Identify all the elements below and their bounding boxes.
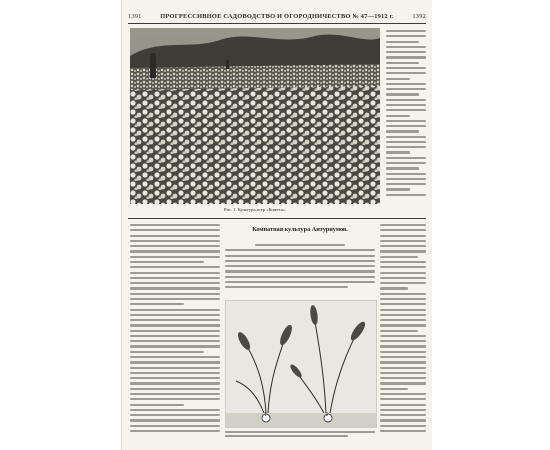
right-column-top <box>386 30 426 199</box>
left-column-text <box>130 224 220 435</box>
aster-field-photo <box>130 28 380 204</box>
middle-column-text <box>225 244 375 292</box>
page-margin <box>432 0 550 450</box>
section-rule <box>128 218 426 219</box>
running-title: ПРОГРЕССИВНОЕ САДОВОДСТВО И ОГОРОДНИЧЕСТВО № 47—1912 г. <box>160 12 394 20</box>
figure1-caption: Рис. 1. Культура астр «Комета». <box>223 207 287 212</box>
anthurium-photo <box>225 300 377 428</box>
right-column-bottom <box>380 224 426 435</box>
magazine-page <box>122 0 432 450</box>
running-header <box>128 10 426 22</box>
header-rule <box>128 23 426 24</box>
plant-marker-2: 2 <box>326 413 329 418</box>
figure2-caption-lines <box>225 431 375 440</box>
plant-marker-1: 1 <box>264 413 267 418</box>
page-number-right: 1392 <box>412 12 426 20</box>
aster-field-illustration <box>130 28 380 204</box>
article2-heading: Комнатная культура Антуриумов. <box>252 226 348 233</box>
page-number-left: 1391 <box>128 12 142 20</box>
anthurium-illustration <box>226 301 376 427</box>
